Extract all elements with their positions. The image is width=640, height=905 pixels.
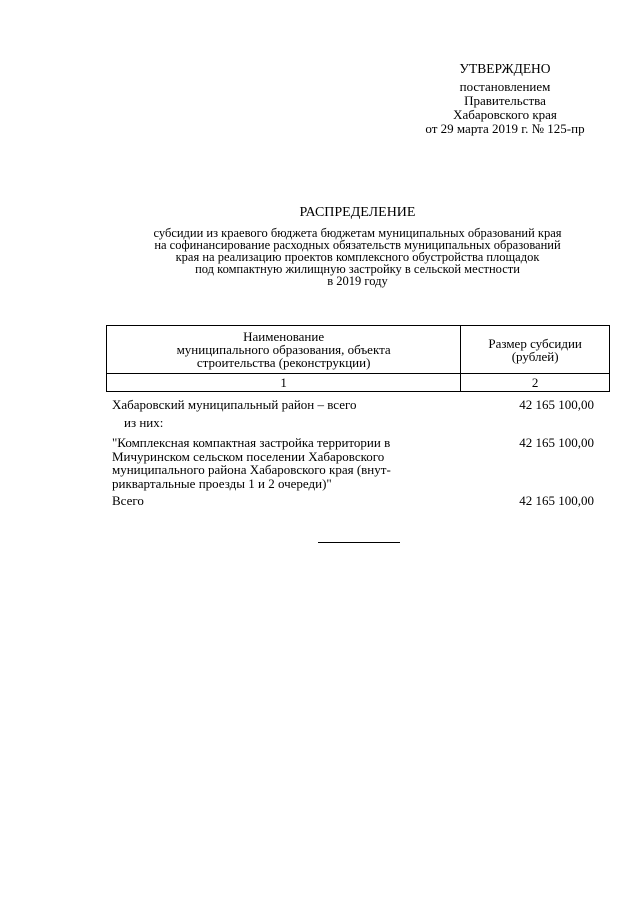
row-amount: 42 165 100,00 [519, 397, 594, 412]
header-line: Размер субсидии [488, 335, 582, 351]
subtitle-line: субсидии из краевого бюджета бюджетам муниципальных образований края [153, 226, 562, 240]
approval-heading: УТВЕРЖДЕНО [459, 61, 551, 76]
subsidy-table-header [106, 325, 610, 392]
subtitle-line: под компактную жилищную застройку в сельской местности [195, 262, 520, 276]
row-name-line: Мичуринском сельском поселении Хабаровского [112, 448, 385, 464]
row-name-line: "Комплексная компактная застройка территории в [112, 435, 391, 450]
document-heading [105, 206, 610, 287]
table-row [112, 416, 607, 436]
row-name: из них: [124, 415, 164, 430]
end-separator-line [318, 542, 400, 543]
table-row [112, 398, 607, 416]
document-subtitle [105, 227, 610, 287]
column-header-name [107, 326, 461, 374]
document-title: РАСПРЕДЕЛЕНИЕ [299, 205, 416, 220]
column-header-amount [461, 326, 610, 374]
subtitle-line: на софинансирование расходных обязательств муниципальных образований [154, 238, 561, 252]
row-name [112, 436, 462, 490]
approval-stamp [410, 62, 600, 136]
row-name: Всего [112, 493, 144, 508]
table-row [112, 494, 607, 512]
header-line: Наименование [243, 329, 325, 344]
header-line: (рублей) [511, 348, 559, 364]
subtitle-line: в 2019 году [327, 274, 388, 288]
table-row [112, 436, 607, 494]
subsidy-rows [112, 398, 607, 512]
row-amount: 42 165 100,00 [519, 493, 594, 508]
row-name-line: муниципального района Хабаровского края (внут- [112, 462, 391, 477]
column-number: 2 [461, 374, 610, 392]
row-amount: 42 165 100,00 [519, 435, 594, 450]
approval-line: Хабаровского края [453, 107, 557, 122]
header-line: муниципального образования, объекта [176, 342, 391, 357]
subtitle-line: края на реализацию проектов комплексного обустройства площадок [175, 250, 540, 264]
row-name-line: риквартальные проезды 1 и 2 очереди)" [112, 475, 332, 491]
column-number: 1 [107, 374, 461, 392]
approval-line: постановлением [459, 79, 551, 94]
approval-line: Правительства [464, 93, 546, 108]
header-line: строительства (реконструкции) [196, 355, 371, 370]
approval-date: от 29 марта 2019 г. № 125-пр [425, 121, 585, 136]
row-name: Хабаровский муниципальный район – всего [112, 397, 357, 412]
